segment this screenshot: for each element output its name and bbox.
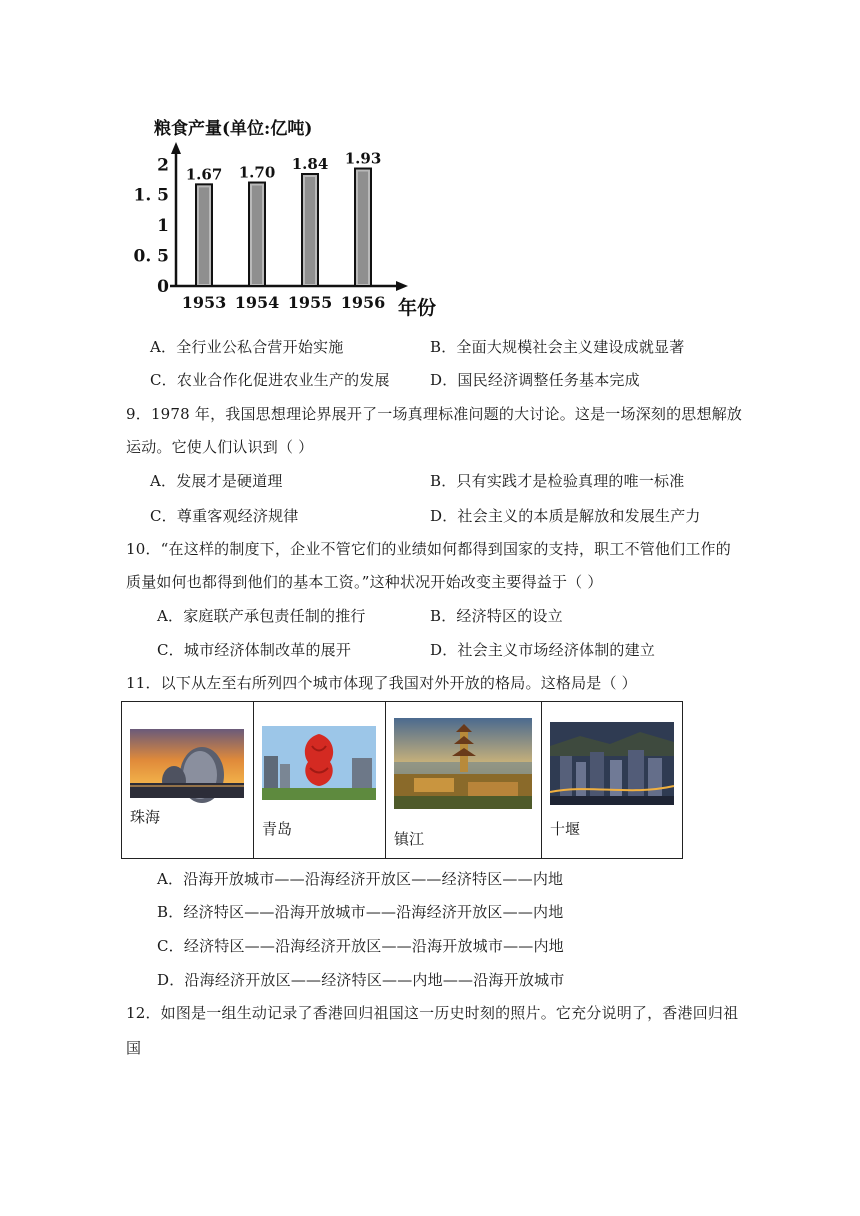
- q10-option-d[interactable]: D．社会主义市场经济体制的建立: [430, 641, 656, 659]
- q9-option-b[interactable]: B．只有实践才是检验真理的唯一标准: [430, 472, 685, 490]
- q8-option-b[interactable]: B．全面大规模社会主义建设成就显著: [430, 338, 685, 356]
- city-label-zhenjiang: 镇江: [394, 830, 425, 848]
- q12-stem-line2: 国: [126, 1039, 142, 1057]
- q9-option-a[interactable]: A．发展才是硬道理: [150, 472, 283, 490]
- bar-value-label: 1.70: [238, 163, 276, 182]
- qingdao-photo: [262, 726, 376, 800]
- city-photo-table: [121, 701, 683, 859]
- bar-texture-1956: [358, 172, 368, 284]
- q10-option-b[interactable]: B．经济特区的设立: [430, 607, 563, 625]
- y-tick-label: 2: [157, 155, 169, 176]
- q11-option-d[interactable]: D．沿海经济开放区——经济特区——内地——沿海开放城市: [157, 971, 565, 989]
- zhuhai-photo: [130, 729, 244, 798]
- city-cell-zhenjiang: [386, 702, 542, 858]
- y-tick-label: 0. 5: [133, 246, 169, 267]
- q9-stem-line2: 运动。它使人们认识到（ ）: [126, 438, 314, 456]
- q10-stem-line1: 10．“在这样的制度下，企业不管它们的业绩如何都得到国家的支持，职工不管他们工作的: [126, 540, 731, 558]
- y-axis-arrow-icon: [171, 142, 181, 154]
- x-axis-label: 年份: [398, 297, 437, 319]
- q10-option-a[interactable]: A．家庭联产承包责任制的推行: [157, 607, 366, 625]
- y-tick-label: 0: [157, 277, 169, 297]
- city-cell-zhuhai: [122, 702, 254, 858]
- x-axis-arrow-icon: [396, 281, 408, 291]
- y-tick-label: 1. 5: [133, 185, 169, 206]
- bar-texture-1953: [199, 187, 209, 284]
- city-cell-qingdao: [254, 702, 386, 858]
- q11-option-c[interactable]: C．经济特区——沿海经济开放区——沿海开放城市——内地: [157, 937, 564, 955]
- bar-value-label: 1.84: [291, 155, 329, 173]
- bar-value-label: 1.67: [185, 165, 223, 184]
- zhenjiang-photo: [394, 718, 532, 809]
- x-tick-label: 1953: [181, 293, 227, 312]
- bar-texture-1954: [252, 186, 262, 284]
- bar-value-label: 1.93: [344, 149, 382, 168]
- grain-output-bar-chart: [133, 110, 460, 325]
- q11-option-a[interactable]: A．沿海开放城市——沿海经济开放区——经济特区——内地: [157, 870, 564, 888]
- q10-stem-line2: 质量如何也都得到他们的基本工资。”这种状况开始改变主要得益于（ ）: [126, 573, 603, 591]
- q8-option-d[interactable]: D．国民经济调整任务基本完成: [430, 371, 640, 389]
- q9-option-c[interactable]: C．尊重客观经济规律: [150, 507, 299, 525]
- shiyan-photo: [550, 722, 674, 805]
- q10-option-c[interactable]: C．城市经济体制改革的展开: [157, 641, 352, 659]
- city-label-zhuhai: 珠海: [130, 808, 161, 826]
- chart-title: 粮食产量(单位:亿吨): [154, 119, 313, 139]
- q9-stem-line1: 9．1978 年，我国思想理论界展开了一场真理标准问题的大讨论。这是一场深刻的思想解放: [126, 405, 743, 423]
- bar-texture-1955: [305, 177, 315, 284]
- q11-option-b[interactable]: B．经济特区——沿海开放城市——沿海经济开放区——内地: [157, 903, 564, 921]
- q11-stem: 11．以下从左至右所列四个城市体现了我国对外开放的格局。这格局是（ ）: [126, 674, 637, 692]
- q12-stem-line1: 12．如图是一组生动记录了香港回归祖国这一历史时刻的照片。它充分说明了，香港回归祖: [126, 1004, 739, 1022]
- y-tick-label: 1: [157, 216, 169, 237]
- city-label-qingdao: 青岛: [262, 820, 293, 838]
- city-label-shiyan: 十堰: [550, 820, 581, 838]
- q9-option-d[interactable]: D．社会主义的本质是解放和发展生产力: [430, 507, 701, 525]
- x-tick-label: 1956: [340, 293, 386, 312]
- x-tick-label: 1955: [287, 293, 333, 312]
- x-tick-label: 1954: [234, 293, 280, 312]
- city-cell-shiyan: [542, 702, 682, 858]
- q8-option-a[interactable]: A．全行业公私合营开始实施: [150, 338, 344, 356]
- q8-option-c[interactable]: C．农业合作化促进农业生产的发展: [150, 371, 390, 389]
